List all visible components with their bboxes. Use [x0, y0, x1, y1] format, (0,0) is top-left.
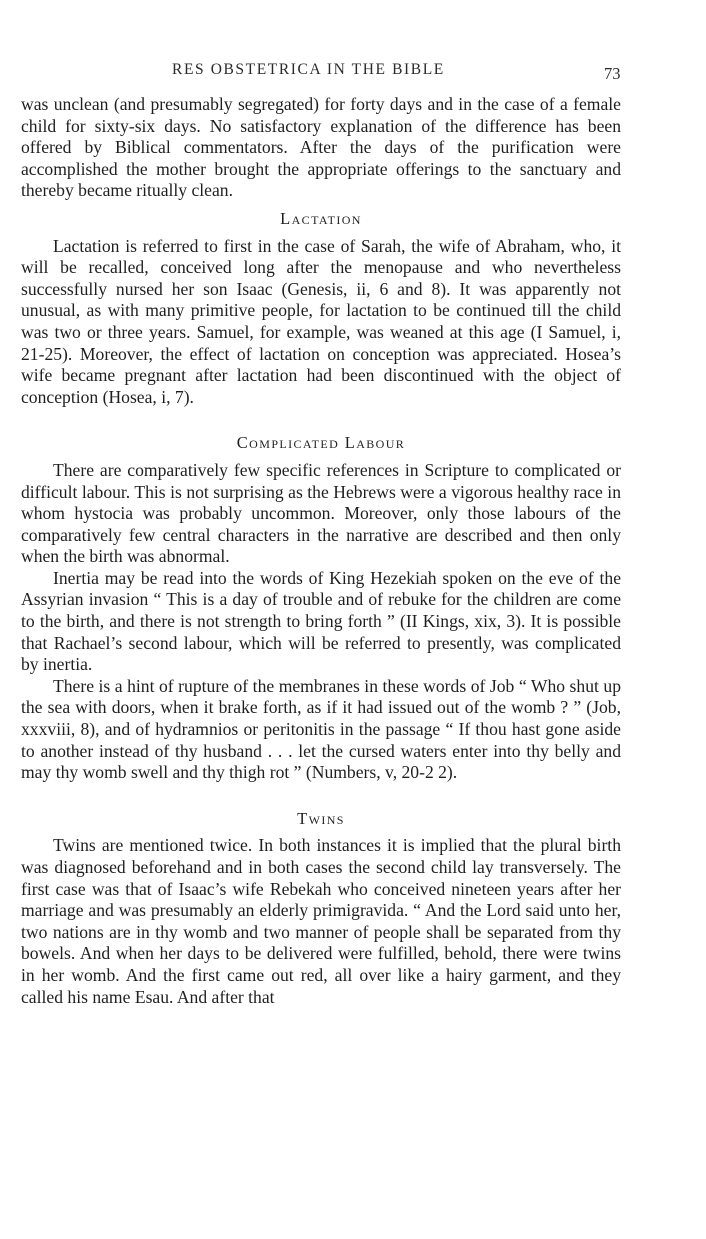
complicated-labour-paragraph-3: There is a hint of rupture of the membranes in these words of Job “ Who shut up the sea with doors, when it brake forth, as if it had issued out of the womb ? ” (Job, xxxviii, 8), and of hydramnios or peritonitis in the passage “ If thou hast gone aside to another instead of thy husband . . . let the cursed waters enter into thy belly and may thy womb swell and thy thigh rot ” (Numbers, v, 20-2 2). — [21, 675, 621, 783]
twins-paragraph: Twins are mentioned twice. In both instances it is implied that the plural birth was diagnosed beforehand and in both cases the second child lay transversely. The first case was that of Isaac’s wife Rebekah who conceived nineteen years after her marriage and was presumably an elderly primigravida. “ And the Lord said unto her, two nations are in thy womb and two manner of people shall be separated from thy bowels. And when her days to be delivered were fulfilled, behold, there were twins in her womb. And the first came out red, all over like a hairy garment, and they called his name Esau. And after that — [21, 835, 621, 1007]
heading-twins: Twins — [297, 808, 345, 828]
complicated-labour-paragraph-1: There are comparatively few specific references in Scripture to complicated or difficult labour. This is not surprising as the Hebrews were a vigorous healthy race in whom hystocia was probably uncommon. Moreover, only those labours of the comparatively few central characters in the narrative are described and then only when the birth was abnormal. — [21, 459, 621, 567]
page-number: 73 — [604, 64, 621, 83]
body-text — [21, 94, 621, 1008]
heading-lactation: Lactation — [280, 208, 362, 228]
heading-complicated-labour: Complicated Labour — [236, 433, 406, 453]
continuation-paragraph: was unclean (and presumably segregated) for forty days and in the case of a female child for sixty-six days. No satisfactory explanation of the difference has been offered by Biblical commentators. After the days of the purification were accomplished the mother brought the appropriate offerings to the sanctuary and thereby became ritually clean. — [21, 94, 621, 201]
complicated-labour-paragraph-2: Inertia may be read into the words of King Hezekiah spoken on the eve of the Assyrian invasion “ This is a day of trouble and of rebuke for the children are come to the birth, and there is not strength to bring forth ” (II Kings, xix, 3). It is possible that Rachael’s second labour, which will be referred to presently, was complicated by inertia. — [21, 567, 621, 675]
running-head: RES OBSTETRICA IN THE BIBLE — [172, 61, 445, 78]
lactation-paragraph: Lactation is referred to first in the case of Sarah, the wife of Abraham, who, it will be recalled, conceived long after the menopause and who nevertheless successfully nursed her son Isaac (Genesis, ii, 6 and 8). It was apparently not unusual, as with many primitive people, for lactation to be continued till the child was two or three years. Samuel, for example, was weaned at this age (I Samuel, i, 21-25). Moreover, the effect of lactation on conception was appreciated. Hosea’s wife became pregnant after lactation had been discontinued with the object of conception (Hosea, i, 7). — [21, 235, 621, 407]
